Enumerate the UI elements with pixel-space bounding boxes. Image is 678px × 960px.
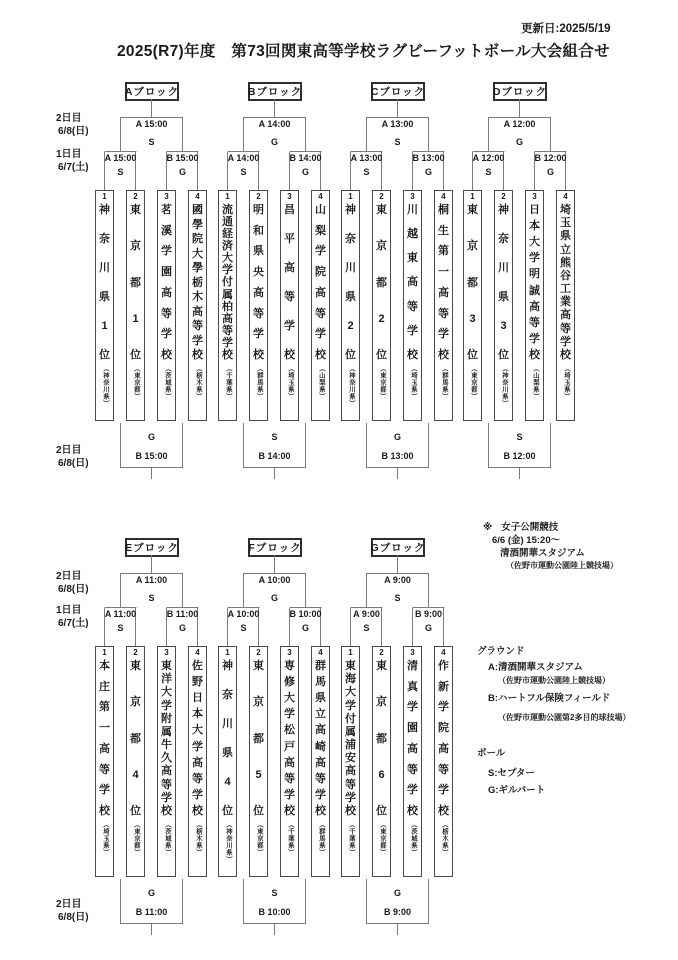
team-name: 東 京 都 5 位 xyxy=(253,660,264,817)
day1-match-b-ball: G xyxy=(424,623,432,633)
team-prefecture: （埼玉県） xyxy=(562,365,570,400)
team-box xyxy=(126,646,145,877)
team-box xyxy=(311,190,330,421)
team-box xyxy=(249,646,268,877)
team-box xyxy=(218,190,237,421)
team-seed: 1 xyxy=(470,192,475,201)
team-name: 神 奈 川 県 4 位 xyxy=(222,660,233,817)
team-box xyxy=(463,190,482,421)
page-title: 2025(R7)年度 第73回関東高等学校ラグビーフットボール大会組合せ xyxy=(117,43,610,60)
team-prefecture: （埼玉県） xyxy=(286,365,294,400)
block-c xyxy=(334,82,461,482)
day2-label xyxy=(56,113,89,138)
team-box xyxy=(341,646,360,877)
team-seed: 3 xyxy=(532,192,537,201)
day1-match-b-time: B 11:00 xyxy=(166,609,199,619)
day1-match-a-ball: S xyxy=(117,623,124,633)
team-name: 流 通 経 済 大 学 付 属 柏 高 等 学 校 xyxy=(222,204,233,361)
block-e-label: Eブロック xyxy=(125,542,179,554)
day1-match-b-ball: G xyxy=(178,167,186,177)
team-box xyxy=(403,190,422,421)
day-label-line: 6/7(土) xyxy=(58,617,89,629)
grounds-title: グラウンド xyxy=(477,646,525,657)
day2-losers-time: B 13:00 xyxy=(381,451,414,461)
team-seed: 2 xyxy=(133,192,138,201)
team-prefecture: （山梨県） xyxy=(317,365,325,400)
day1-label xyxy=(56,605,89,630)
team-box xyxy=(280,646,299,877)
team-box xyxy=(403,646,422,877)
team-prefecture: （千葉県） xyxy=(286,821,294,856)
team-name: 本 庄 第 一 高 等 学 校 xyxy=(99,660,110,817)
team-box xyxy=(249,190,268,421)
team-seed: 4 xyxy=(563,192,568,201)
day-label-line: 1日目 xyxy=(56,149,82,160)
day1-match-b-time: B 12:00 xyxy=(534,153,567,163)
updated-date: 更新日:2025/5/19 xyxy=(521,23,611,35)
day2-losers-ball: S xyxy=(271,888,278,898)
day2-losers-ball: S xyxy=(516,432,523,442)
team-name: 神 奈 川 県 1 位 xyxy=(99,204,110,361)
day2-losers-time: B 12:00 xyxy=(503,451,536,461)
block-b xyxy=(211,82,338,482)
team-seed: 3 xyxy=(287,192,292,201)
day2-losers-ball: G xyxy=(393,888,401,898)
block-f-label: Fブロック xyxy=(248,542,302,554)
team-name: 東 洋 大 学 附 属 牛 久 高 等 学 校 xyxy=(161,660,172,817)
ball-s-label: S:セプター xyxy=(488,768,535,779)
team-name: 神 奈 川 県 2 位 xyxy=(345,204,356,361)
day1-match-a-time: A 13:00 xyxy=(350,153,383,163)
block-a xyxy=(88,82,215,482)
team-name: 神 奈 川 県 3 位 xyxy=(498,204,509,361)
day2-losers-time: B 9:00 xyxy=(383,907,411,917)
team-name: 作 新 学 院 高 等 学 校 xyxy=(438,660,449,817)
day2-label xyxy=(56,445,89,470)
team-prefecture: （神奈川県） xyxy=(101,365,109,407)
day1-match-b-ball: G xyxy=(301,167,309,177)
block-c-label: Cブロック xyxy=(370,86,426,98)
team-seed: 3 xyxy=(410,648,415,657)
day1-match-a-ball: S xyxy=(240,167,247,177)
team-prefecture: （栃木県） xyxy=(440,821,448,856)
team-name: 日 本 大 学 明 誠 高 等 学 校 xyxy=(529,204,540,361)
ground-a-sub: （佐野市運動公園陸上競技場） xyxy=(498,676,610,685)
day1-match-a-ball: S xyxy=(363,167,370,177)
day2-label xyxy=(56,571,89,596)
team-name: 東 京 都 2 位 xyxy=(376,204,387,361)
team-prefecture: （群馬県） xyxy=(440,365,448,400)
day1-match-b-time: B 13:00 xyxy=(412,153,445,163)
team-prefecture: （神奈川県） xyxy=(500,365,508,407)
team-box xyxy=(188,646,207,877)
team-prefecture: （東京都） xyxy=(132,821,140,856)
team-box xyxy=(218,646,237,877)
team-name: 東 京 都 3 位 xyxy=(467,204,478,361)
team-prefecture: （茨城県） xyxy=(409,821,417,856)
team-box xyxy=(126,190,145,421)
team-name: 清 真 学 園 高 等 学 校 xyxy=(407,660,418,817)
day2-winners-ball: S xyxy=(394,593,401,603)
team-prefecture: （群馬県） xyxy=(317,821,325,856)
team-prefecture: （神奈川県） xyxy=(347,365,355,407)
team-seed: 4 xyxy=(195,192,200,201)
day1-match-a-ball: S xyxy=(363,623,370,633)
womens-venue-sub: （佐野市運動公園陸上競技場） xyxy=(506,561,618,570)
team-seed: 2 xyxy=(256,648,261,657)
team-name: 昌 平 高 等 学 校 xyxy=(284,204,295,361)
day2-winners-time: A 11:00 xyxy=(135,575,168,585)
day-label-line: 6/8(日) xyxy=(58,583,89,595)
team-name: 東 京 都 4 位 xyxy=(130,660,141,817)
day1-match-a-ball: S xyxy=(117,167,124,177)
team-name: 東 京 都 6 位 xyxy=(376,660,387,817)
ground-b-sub: （佐野市運動公園第2多目的球技場） xyxy=(498,713,631,722)
team-box xyxy=(188,190,207,421)
day-label-line: 2日目 xyxy=(56,899,82,910)
team-name: 佐 野 日 本 大 学 高 等 学 校 xyxy=(192,660,203,817)
note-mark: ※ xyxy=(483,522,493,533)
day2-losers-ball: G xyxy=(147,432,155,442)
day-label-line: 6/7(土) xyxy=(58,161,89,173)
day1-match-b-time: B 14:00 xyxy=(289,153,322,163)
day2-losers-time: B 15:00 xyxy=(135,451,168,461)
day2-winners-ball: S xyxy=(148,137,155,147)
day-label-line: 1日目 xyxy=(56,605,82,616)
team-box xyxy=(372,646,391,877)
block-g xyxy=(334,538,461,938)
day2-winners-time: A 10:00 xyxy=(258,575,291,585)
day2-winners-ball: S xyxy=(394,137,401,147)
balls-title: ボール xyxy=(477,748,506,759)
team-seed: 1 xyxy=(225,648,230,657)
team-prefecture: （千葉県） xyxy=(224,365,232,400)
team-name: 明 和 県 央 高 等 学 校 xyxy=(253,204,264,361)
day2-winners-time: A 9:00 xyxy=(384,575,411,585)
team-seed: 1 xyxy=(348,192,353,201)
day-label-line: 6/8(日) xyxy=(58,911,89,923)
team-prefecture: （東京都） xyxy=(378,821,386,856)
team-prefecture: （埼玉県） xyxy=(409,365,417,400)
team-prefecture: （群馬県） xyxy=(255,365,263,400)
team-name: 東 京 都 1 位 xyxy=(130,204,141,361)
team-name: 専 修 大 学 松 戸 高 等 学 校 xyxy=(284,660,295,817)
team-box xyxy=(341,190,360,421)
team-seed: 4 xyxy=(441,648,446,657)
block-f xyxy=(211,538,338,938)
day-label-line: 6/8(日) xyxy=(58,125,89,137)
day2-losers-time: B 10:00 xyxy=(258,907,291,917)
team-prefecture: （栃木県） xyxy=(194,365,202,400)
day1-match-b-time: B 10:00 xyxy=(289,609,322,619)
block-b-label: Bブロック xyxy=(247,86,303,98)
team-seed: 3 xyxy=(164,192,169,201)
team-box xyxy=(372,190,391,421)
day1-match-a-time: A 9:00 xyxy=(353,609,380,619)
team-box xyxy=(311,646,330,877)
team-seed: 1 xyxy=(348,648,353,657)
day2-winners-ball: S xyxy=(148,593,155,603)
team-box xyxy=(280,190,299,421)
team-seed: 1 xyxy=(225,192,230,201)
team-name: 東 海 大 学 付 属 浦 安 高 等 学 校 xyxy=(345,660,356,817)
womens-exhibition-note xyxy=(483,522,558,533)
womens-venue: 清酒開華スタジアム xyxy=(500,548,585,559)
team-prefecture: （埼玉県） xyxy=(101,821,109,856)
team-box xyxy=(494,190,513,421)
team-name: 川 越 東 高 等 学 校 xyxy=(407,204,418,361)
block-a-label: Aブロック xyxy=(124,86,180,98)
team-prefecture: （東京都） xyxy=(255,821,263,856)
team-seed: 4 xyxy=(318,192,323,201)
day-label-line: 6/8(日) xyxy=(58,457,89,469)
team-seed: 1 xyxy=(102,648,107,657)
team-seed: 2 xyxy=(501,192,506,201)
day1-match-a-time: A 14:00 xyxy=(227,153,260,163)
team-name: 群 馬 県 立 高 崎 高 等 学 校 xyxy=(315,660,326,817)
day2-winners-time: A 12:00 xyxy=(503,119,536,129)
day2-losers-time: B 14:00 xyxy=(258,451,291,461)
team-prefecture: （東京都） xyxy=(378,365,386,400)
team-box xyxy=(434,646,453,877)
day2-winners-time: A 15:00 xyxy=(135,119,168,129)
day2-winners-ball: G xyxy=(270,593,278,603)
ball-g-label: G:ギルバート xyxy=(488,785,546,796)
day2-losers-ball: S xyxy=(271,432,278,442)
day1-match-a-ball: S xyxy=(485,167,492,177)
ground-b-label: B:ハートフル保険フィールド xyxy=(488,693,611,704)
day1-match-a-time: A 15:00 xyxy=(104,153,137,163)
ground-a-label: A:清酒開華スタジアム xyxy=(488,662,583,673)
day1-match-b-time: B 15:00 xyxy=(166,153,199,163)
day2-label xyxy=(56,899,89,924)
day2-winners-time: A 13:00 xyxy=(381,119,414,129)
team-box xyxy=(556,190,575,421)
team-seed: 2 xyxy=(379,648,384,657)
day2-winners-time: A 14:00 xyxy=(258,119,291,129)
team-prefecture: （山梨県） xyxy=(531,365,539,400)
team-name: 茗 溪 学 園 高 等 学 校 xyxy=(161,204,172,361)
team-seed: 2 xyxy=(379,192,384,201)
team-prefecture: （栃木県） xyxy=(194,821,202,856)
team-box xyxy=(157,190,176,421)
team-box xyxy=(95,646,114,877)
day-label-line: 2日目 xyxy=(56,113,82,124)
day1-match-a-time: A 10:00 xyxy=(227,609,260,619)
team-prefecture: （神奈川県） xyxy=(224,821,232,863)
day2-losers-ball: G xyxy=(393,432,401,442)
day2-winners-ball: G xyxy=(515,137,523,147)
team-box xyxy=(434,190,453,421)
team-seed: 1 xyxy=(102,192,107,201)
block-e xyxy=(88,538,215,938)
team-prefecture: （千葉県） xyxy=(347,821,355,856)
team-prefecture: （東京都） xyxy=(132,365,140,400)
block-d xyxy=(456,82,583,482)
day1-match-b-time: B 9:00 xyxy=(414,609,442,619)
day1-match-b-ball: G xyxy=(546,167,554,177)
team-seed: 3 xyxy=(164,648,169,657)
team-name: 國 學 院 大 學 栃 木 高 等 学 校 xyxy=(192,204,203,361)
team-seed: 4 xyxy=(441,192,446,201)
day2-winners-ball: G xyxy=(270,137,278,147)
team-name: 埼 玉 県 立 熊 谷 工 業 高 等 学 校 xyxy=(560,204,571,361)
team-seed: 4 xyxy=(318,648,323,657)
day-label-line: 2日目 xyxy=(56,445,82,456)
team-prefecture: （茨城県） xyxy=(163,365,171,400)
team-box xyxy=(525,190,544,421)
day1-match-a-time: A 11:00 xyxy=(104,609,137,619)
day1-match-a-ball: S xyxy=(240,623,247,633)
day1-label xyxy=(56,149,89,174)
day1-match-b-ball: G xyxy=(301,623,309,633)
day2-losers-ball: G xyxy=(147,888,155,898)
team-name: 桐 生 第 一 高 等 学 校 xyxy=(438,204,449,361)
block-d-label: Dブロック xyxy=(492,86,548,98)
team-seed: 4 xyxy=(195,648,200,657)
team-seed: 2 xyxy=(256,192,261,201)
team-box xyxy=(95,190,114,421)
day2-losers-time: B 11:00 xyxy=(135,907,168,917)
day1-match-a-time: A 12:00 xyxy=(472,153,505,163)
team-box xyxy=(157,646,176,877)
day-label-line: 2日目 xyxy=(56,571,82,582)
team-prefecture: （茨城県） xyxy=(163,821,171,856)
day1-match-b-ball: G xyxy=(424,167,432,177)
team-seed: 2 xyxy=(133,648,138,657)
team-seed: 3 xyxy=(287,648,292,657)
block-g-label: Gブロック xyxy=(370,542,426,554)
team-prefecture: （東京都） xyxy=(469,365,477,400)
day1-match-b-ball: G xyxy=(178,623,186,633)
womens-title: 女子公開競技 xyxy=(501,522,559,533)
team-name: 山 梨 学 院 高 等 学 校 xyxy=(315,204,326,361)
team-seed: 3 xyxy=(410,192,415,201)
womens-datetime: 6/6 (金) 15:20～ xyxy=(492,535,561,546)
